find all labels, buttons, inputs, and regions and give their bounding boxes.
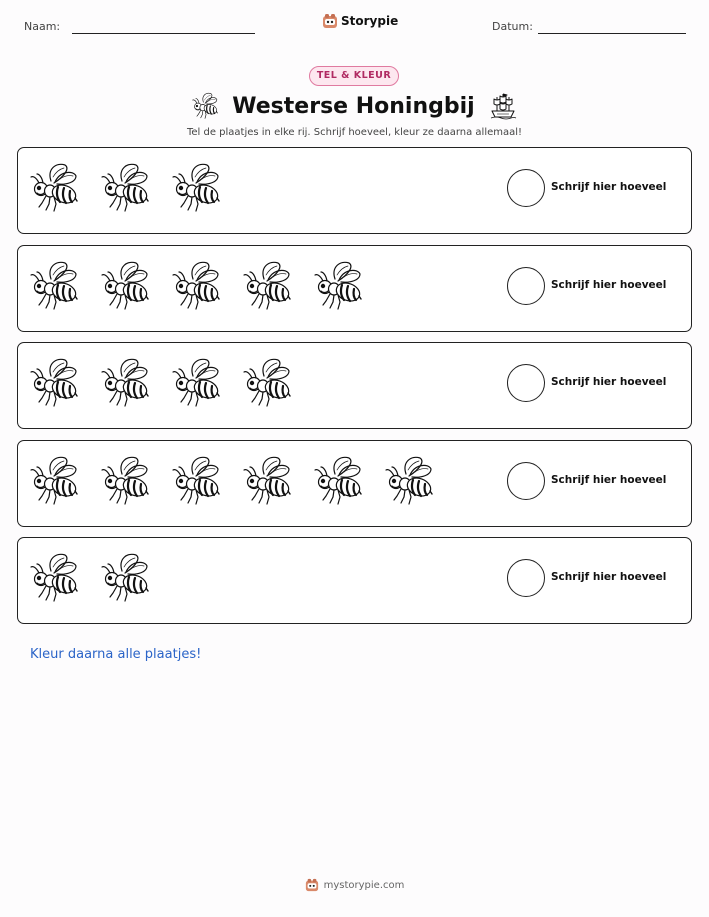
storypie-logo-icon: [322, 13, 338, 29]
honeybee-icon[interactable]: [101, 357, 149, 409]
sailing-ship-icon: [489, 92, 517, 120]
name-field-line[interactable]: [72, 33, 255, 34]
activity-badge: TEL & KLEUR: [309, 66, 399, 86]
honeybee-icon[interactable]: [172, 162, 220, 214]
honeybee-icon[interactable]: [243, 455, 291, 507]
honeybee-icon[interactable]: [30, 455, 78, 507]
instructions-subtitle: Tel de plaatjes in elke rij. Schrijf hoeveel, kleur ze daarna allemaal!: [186, 127, 523, 138]
bee-group: [30, 455, 433, 507]
honeybee-icon[interactable]: [30, 260, 78, 312]
count-row: [17, 245, 692, 332]
bee-group: [30, 357, 291, 409]
honeybee-icon[interactable]: [314, 455, 362, 507]
honeybee-icon[interactable]: [243, 357, 291, 409]
honeybee-icon[interactable]: [30, 357, 78, 409]
count-row: [17, 147, 692, 234]
honeybee-icon[interactable]: [243, 260, 291, 312]
answer-circle[interactable]: [507, 462, 545, 500]
brand-name: Storypie: [341, 14, 399, 28]
date-label: Datum:: [492, 20, 533, 33]
honeybee-icon[interactable]: [30, 552, 78, 604]
brand-logo: [322, 13, 398, 29]
answer-circle[interactable]: [507, 364, 545, 402]
answer-circle[interactable]: [507, 559, 545, 597]
honeybee-icon[interactable]: [172, 357, 220, 409]
answer-label: Schrijf hier hoeveel: [551, 571, 667, 583]
page-title: Westerse Honingbij: [232, 93, 475, 119]
count-row: [17, 440, 692, 527]
honeybee-icon: [192, 92, 218, 120]
footer-url: mystorypie.com: [323, 879, 405, 891]
honeybee-icon[interactable]: [101, 552, 149, 604]
honeybee-icon[interactable]: [172, 455, 220, 507]
name-label: Naam:: [24, 20, 61, 33]
answer-label: Schrijf hier hoeveel: [551, 474, 667, 486]
bee-group: [30, 552, 149, 604]
title-row: [0, 90, 709, 122]
bee-group: [30, 260, 362, 312]
honeybee-icon[interactable]: [385, 455, 433, 507]
answer-label: Schrijf hier hoeveel: [551, 376, 667, 388]
honeybee-icon[interactable]: [101, 455, 149, 507]
coloring-instruction: Kleur daarna alle plaatjes!: [30, 647, 202, 662]
honeybee-icon[interactable]: [172, 260, 220, 312]
count-row: [17, 537, 692, 624]
date-field-line[interactable]: [538, 33, 686, 34]
storypie-logo-icon: [305, 878, 319, 892]
answer-label: Schrijf hier hoeveel: [551, 181, 667, 193]
answer-label: Schrijf hier hoeveel: [551, 279, 667, 291]
answer-circle[interactable]: [507, 267, 545, 305]
honeybee-icon[interactable]: [101, 162, 149, 214]
answer-circle[interactable]: [507, 169, 545, 207]
honeybee-icon[interactable]: [314, 260, 362, 312]
honeybee-icon[interactable]: [30, 162, 78, 214]
bee-group: [30, 162, 220, 214]
footer: [0, 878, 709, 892]
count-row: [17, 342, 692, 429]
honeybee-icon[interactable]: [101, 260, 149, 312]
